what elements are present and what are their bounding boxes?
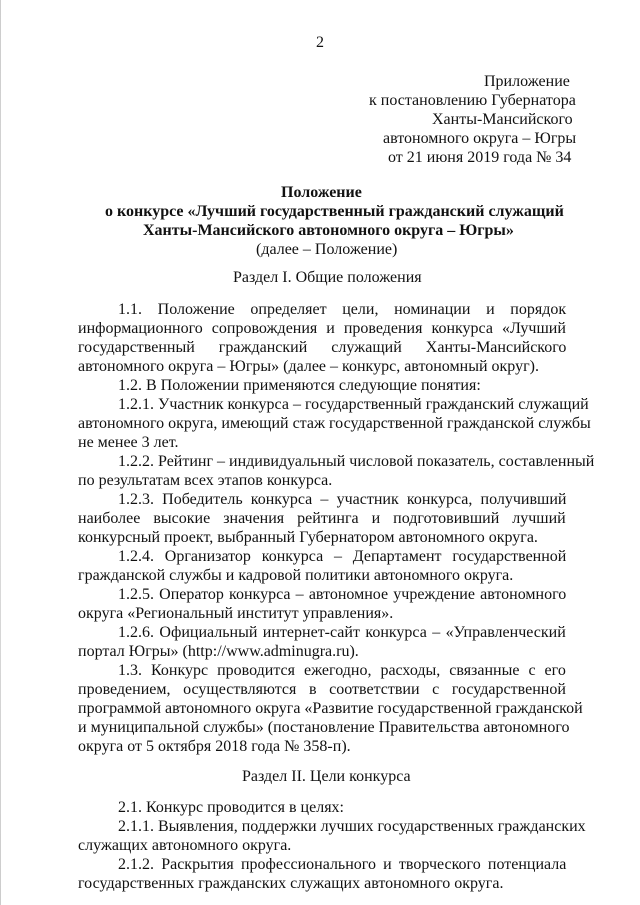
paragraph-line: 1.3. Конкурс проводится ежегодно, расходы, связанные с его	[118, 662, 566, 679]
paragraph-line: автономного округа, имеющий стаж государственной гражданской службы	[78, 415, 591, 432]
paragraph-line: конкурсный проект, выбранный Губернатором автономного округа.	[78, 529, 538, 546]
appendix-line: Ханты-Мансийского	[432, 111, 573, 128]
paragraph-line: наиболее высокие значения рейтинга и подготовивший лучший	[78, 510, 566, 527]
section-heading: Раздел II. Цели конкурса	[242, 768, 411, 785]
paragraph-line: программой автономного округа «Развитие государственной гражданской	[78, 700, 583, 717]
scan-edge	[0, 0, 1, 905]
title-line: Положение	[281, 184, 362, 201]
paragraph-line: 1.2.5. Оператор конкурса – автономное учреждение автономного	[118, 586, 567, 603]
paragraph-line: 1.2. В Положении применяются следующие понятия:	[118, 377, 481, 394]
paragraph-line: по результатам всех этапов конкурса.	[78, 472, 333, 489]
paragraph-line: 1.2.2. Рейтинг – индивидуальный числовой показатель, составленный	[118, 453, 595, 470]
paragraph-line: 1.1. Положение определяет цели, номинации и порядок	[118, 301, 567, 318]
paragraph-line: 1.2.3. Победитель конкурса – участник конкурса, получивший	[118, 491, 567, 508]
title-line: о конкурсе «Лучший государственный гражданский служащий	[105, 203, 564, 220]
title-line: Ханты-Мансийского автономного округа – Югры»	[143, 222, 514, 239]
paragraph-line: гражданской службы и кадровой политики автономного округа.	[78, 567, 514, 584]
page-number: 2	[316, 34, 324, 51]
paragraph-line: государственный гражданский служащий Ханты-Мансийского	[78, 339, 567, 356]
title-note: (далее – Положение)	[256, 241, 398, 258]
section-heading: Раздел I. Общие положения	[233, 269, 422, 286]
paragraph-line: государственных гражданских служащих автономного округа.	[78, 875, 504, 892]
paragraph-line: и муниципальной службы» (постановление Правительства автономного	[78, 719, 570, 736]
paragraph-line: не менее 3 лет.	[78, 434, 179, 451]
paragraph-line: проведением, осуществляются в соответствии с государственной	[78, 681, 566, 698]
appendix-line: к постановлению Губернатора	[369, 92, 576, 109]
paragraph-line: 1.2.6. Официальный интернет-сайт конкурса – «Управленческий	[118, 624, 566, 641]
appendix-line: автономного округа – Югры	[383, 130, 577, 147]
paragraph-line: 2.1. Конкурс проводится в целях:	[118, 799, 344, 816]
paragraph-line: служащих автономного округа.	[78, 837, 292, 854]
paragraph-line: информационного сопровождения и проведения конкурса «Лучший	[78, 320, 566, 337]
paragraph-line: автономного округа – Югры» (далее – конкурс, автономный округ).	[78, 358, 539, 375]
paragraph-line: 1.2.1. Участник конкурса – государственный гражданский служащий	[118, 396, 589, 413]
appendix-line: Приложение	[484, 73, 570, 90]
paragraph-line: портал Югры» (http://www.adminugra.ru).	[78, 643, 359, 660]
appendix-line: от 21 июня 2019 года № 34	[388, 149, 572, 166]
paragraph-line: округа от 5 октября 2018 года № 358-п).	[78, 738, 351, 755]
paragraph-line: 2.1.1. Выявления, поддержки лучших государственных гражданских	[118, 818, 586, 835]
paragraph-line: 2.1.2. Раскрытия профессионального и творческого потенциала	[118, 856, 567, 873]
paragraph-line: округа «Региональный институт управления».	[78, 605, 394, 622]
paragraph-line: 1.2.4. Организатор конкурса – Департамент государственной	[118, 548, 567, 565]
